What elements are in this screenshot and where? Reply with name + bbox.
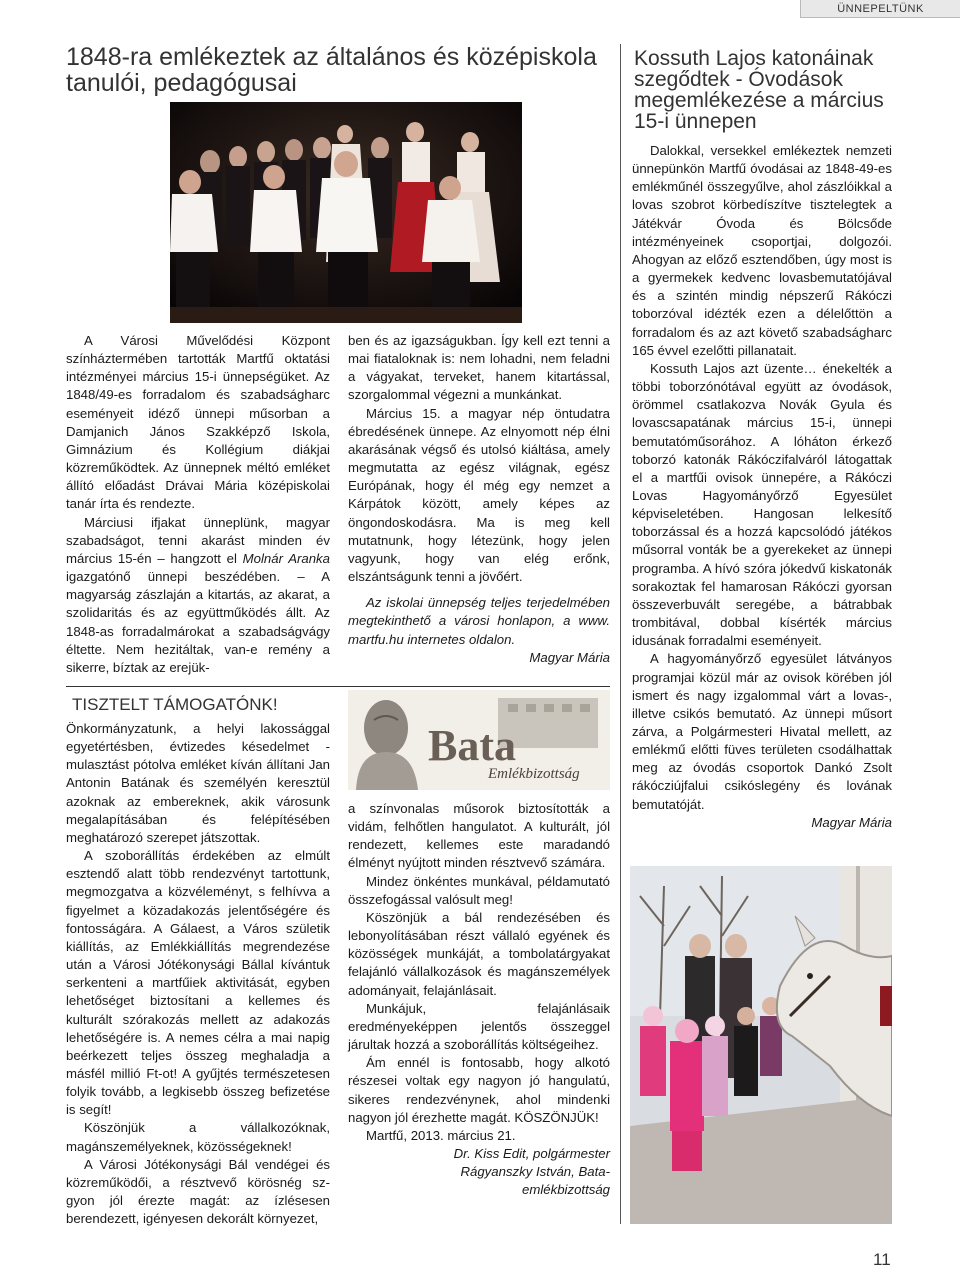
column-divider	[620, 44, 621, 1224]
paragraph: Márciusi ifjakat ünneplünk, magyar szabadságot, tenni akarást minden év március 15-én – hangzott el Molnár Aranka igazgatónő ünnepi beszédében. – A magyarság zászlaján a kitartás, az akarat, a szolidaritás és az együttműködés állt. Az 1848-as forradalmárokat a szabadságvágy éltette. Nem hezitáltak, van-e remény a sikerre, bíztak az erejük-	[66, 514, 330, 675]
paragraph: Kossuth Lajos azt üzente… énekelték a többi toborzónótával együtt az óvodások, örömmel csatlakozva Novák Gyula és lovascsapatának március 15-i, ünnepi bemutatóműsorához. A lóháton érkező toborzó katonák Rákóczifalváról látogattak el a martfűi ovisok ünnepére, a Rákóczi Lovas Hagyományőrző Egyesület képviseletében. Hangosan lelkesítő toborzással és a hozzá kapcsolódó játékos műsorral vonták be a gyerekeket az ünnepi programba. A hívó szóra jókedvű kiskatonák sorakoztak fel hamarosan Rákóczi gyorsan összeverbuvált seregébe, a bátrabbak trombitával, dobbal kísérték március idusának forradalmi eseményeit.	[632, 360, 892, 649]
signature-committee-cont: emlékbizottság	[522, 1182, 610, 1198]
paragraph: Ám ennél is fontosabb, hogy alkotó részesei voltak egy nagyon jó hangulatú, sikeres rendezvénynek, ahol mindenki nagyon jól érezhette magát. KÖSZÖNJÜK!	[348, 1055, 610, 1125]
school-performance-photo	[170, 102, 522, 323]
date-line: Martfű, 2013. március 21.	[366, 1127, 516, 1143]
paragraph: Köszönjük a vállalkozóknak, magánszemélyeknek, közösségeknek!	[66, 1120, 330, 1154]
website-note: Az iskolai ünnepség teljes terjedelmében megtekinthető a városi honlapon, a www. martfu.hu internetes oldalon.	[348, 595, 610, 647]
signature-mayor: Dr. Kiss Edit, polgármester	[453, 1145, 610, 1161]
paragraph: A szoborállítás érdekében az elmúlt esztendő alatt több rendezvényt tartottunk, megmozgatva a közvéleményt, s felhívva a figyelmet a közadakozás jelentőségére és fontosságára. A Gálaest, a Város születik kiállítás, az Emlékkiállítás megrendezése után a Városi Jótékonysági Bállal kívántuk serkenteni a martfűiek aktivitását, egyben lehetőséget biztosítani a kellemes és kulturált szórakozás mellett az adakozás lehetőségére is. A nemes célra a mai napig beérkezett teljes összeg meghaladja a másfél millió Ft-ot! A gyűjtés természetesen folyik tovább, a legkisebb összeg befizetése is segít!	[66, 848, 330, 1118]
paragraph: Köszönjük a bál rendezésében és lebonyolításában részt vállaló egyének és közösségek munkáját, a tombolatárgyakat felajánló vállalkozások és magánszemélyek adományait, felajánlásait.	[348, 909, 610, 998]
paragraph: Mindez önkéntes munkával, példamutató összefogással valósult meg!	[348, 873, 610, 907]
right-article-title: Kossuth Lajos katonáinak szegődtek - Óvodások megemlékezése a március 15-i ünnepen	[634, 47, 884, 133]
author-signature: Magyar Mária	[529, 649, 610, 665]
paragraph: A Városi Művelődési Központ színháztermében tartották Martfű oktatási intézményei március 15-i ünnepségüket. Az 1848/49-es forradalom és szabadságharc eseményeit idéző ünnepi műsorban a Damjanich János Szakképző Iskola, Gimnázium és Kollégium diákjai közreműködtek. Az ünnepnek méltó emléket állító előadást Drávai Mária középiskolai tanár írta és rendezte.	[66, 333, 330, 512]
section-tag: ÜNNEPELTÜNK	[800, 0, 960, 18]
section-rule	[66, 686, 610, 687]
kindergarten-horse-photo	[630, 866, 892, 1224]
author-signature: Magyar Mária	[811, 814, 892, 830]
support-heading: TISZTELT TÁMOGATÓNK!	[72, 695, 278, 714]
page-number: 11	[873, 1250, 891, 1269]
speaker-name: Molnár Aranka	[242, 550, 330, 566]
logo-text-small: Emlékbizottság	[488, 766, 580, 782]
bata-committee-logo	[348, 690, 610, 790]
left-article-column-2	[348, 332, 610, 667]
paragraph: Dalokkal, versekkel emlékeztek nemzeti ünnepünkön Martfű óvodásai az 1848-49-es emlékműnél összegyűlve, ahol zászlóikkal a lovas szobrot körbedíszítve tisztelegtek a Játékvár Óvoda és Bölcsőde intézményeinek csoportjai, dolgozói. Ahogyan az előző esztendőben, úgy most is a gyermekek kedvenc lovasbemutatójával és a szintén mindig népszerű Rákóczi toborzóval idézték ezen a délelőttön a forradalom és az azt követő szabadságharc 165 évvel ezelőtti pillanatait.	[632, 143, 892, 358]
support-column-2	[348, 800, 610, 1199]
paragraph: Munkájuk, felajánlásaik eredményeképpen jelentős összeggel járultak hozzá a szoborállítás költségeihez.	[348, 1000, 610, 1053]
support-column-1	[66, 720, 330, 1228]
paragraph: ben és az igazságukban. Így kell ezt tenni a mai fiataloknak is: nem lohadni, nem feladni a vágyakat, terveket, hanem kitartással, szorgalommal végezni a munkánkat.	[348, 333, 610, 403]
signature-committee: Rágyanszky István, Bata-	[460, 1164, 610, 1180]
paragraph: Önkormányzatunk, a helyi lakossággal egyetértésben, évtizedes késedelmet - mulasztást pótolva emléket kíván állítani Jan Antonin Batának és személyén keresztül azoknak az embereknek, akik városunk megalapításában és felépítésében meghatározó szerepet játszottak.	[66, 721, 330, 845]
left-article-column-1	[66, 332, 330, 677]
paragraph: a színvonalas műsorok biztosították a vidám, felhőtlen hangulatot. A kulturált, jól rendezett, kellemes este maradandó élményt nyújtott minden résztvevő számára.	[348, 801, 610, 871]
paragraph: Március 15. a magyar nép öntudatra ébredésének ünnepe. Az elnyomott nép élni akarásának végső és utolsó kiáltása, amely megmutatta az egész világnak, egész Európának, hogy él még egy nemzet a Kárpátok között, amely képes az öngondoskodásra. Ma is meg kell mutatnunk, hogy létezünk, hogy jelen vagyunk, hogy van elég erőnk, elszántságunk tenni a jövőért.	[348, 405, 610, 585]
paragraph: A Városi Jótékonysági Bál vendégei és közreműködői, a résztvevő körösnég sz-gyon jól érezte magát: az ízlésesen berendezett, igényesen dekorált környezet,	[66, 1156, 330, 1227]
left-article-title: 1848-ra emlékeztek az általános és középiskola tanulói, pedagógusai	[66, 43, 597, 97]
logo-text-big: Bata	[428, 721, 516, 770]
right-article-body	[632, 142, 892, 832]
paragraph: A hagyományőrző egyesület látványos programjai közül már az ovisok körében jól ismert és nagy izgalommal várt a lovas-, illetve csikós bemutató. Az ünnepi műsort zárva, a Polgármesteri Hivatal mellett, az emlékmű előtti füves területen csodálhattak meg az óvodás csoportok Dankó Zsolt rákócziújfalui csikóslegény és lovának bemutatóját.	[632, 651, 892, 812]
